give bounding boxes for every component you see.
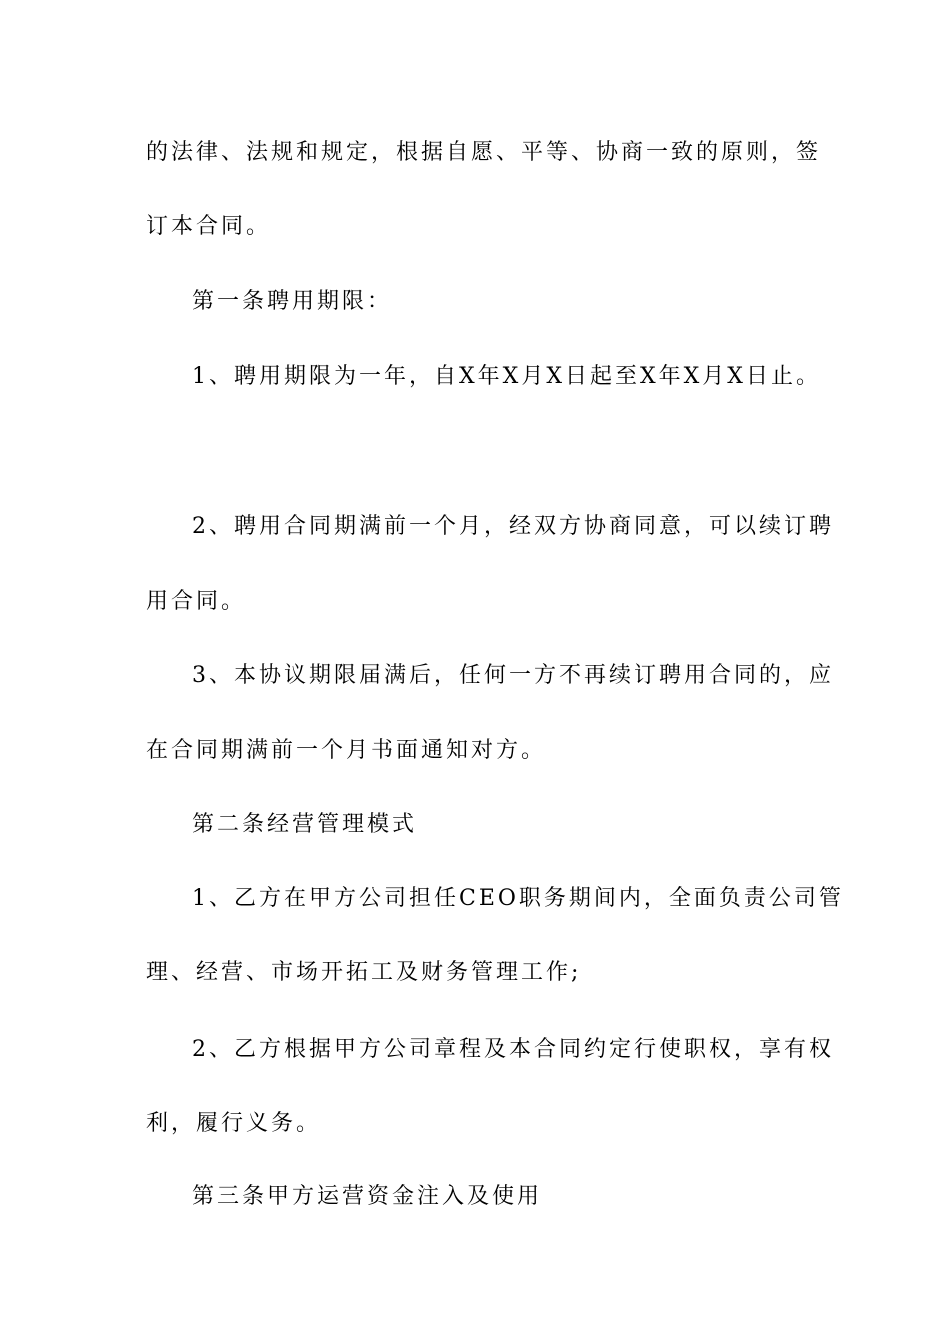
paragraph-line: 利，履行义务。 <box>146 1111 322 1136</box>
paragraph-line: 2、聘用合同期满前一个月，经双方协商同意，可以续订聘 <box>192 514 834 539</box>
section-heading-2: 第二条经营管理模式 <box>192 812 418 837</box>
paragraph-line: 1、聘用期限为一年，自X年X月X日起至X年X月X日止。 <box>192 364 821 389</box>
paragraph-line: 用合同。 <box>146 589 247 614</box>
paragraph-line: 2、乙方根据甲方公司章程及本合同约定行使职权，享有权 <box>192 1037 834 1062</box>
paragraph-line: 3、本协议期限届满后，任何一方不再续订聘用合同的，应 <box>192 663 834 688</box>
paragraph-line: 在合同期满前一个月书面通知对方。 <box>146 738 547 763</box>
section-heading-1: 第一条聘用期限： <box>192 289 393 314</box>
paragraph-line: 订本合同。 <box>146 214 272 239</box>
paragraph-line: 1、乙方在甲方公司担任CEO职务期间内，全面负责公司管 <box>192 886 844 911</box>
section-heading-3: 第三条甲方运营资金注入及使用 <box>192 1184 543 1209</box>
paragraph-line: 的法律、法规和规定，根据自愿、平等、协商一致的原则，签 <box>146 140 822 165</box>
paragraph-line: 理、经营、市场开拓工及财务管理工作; <box>146 960 582 985</box>
